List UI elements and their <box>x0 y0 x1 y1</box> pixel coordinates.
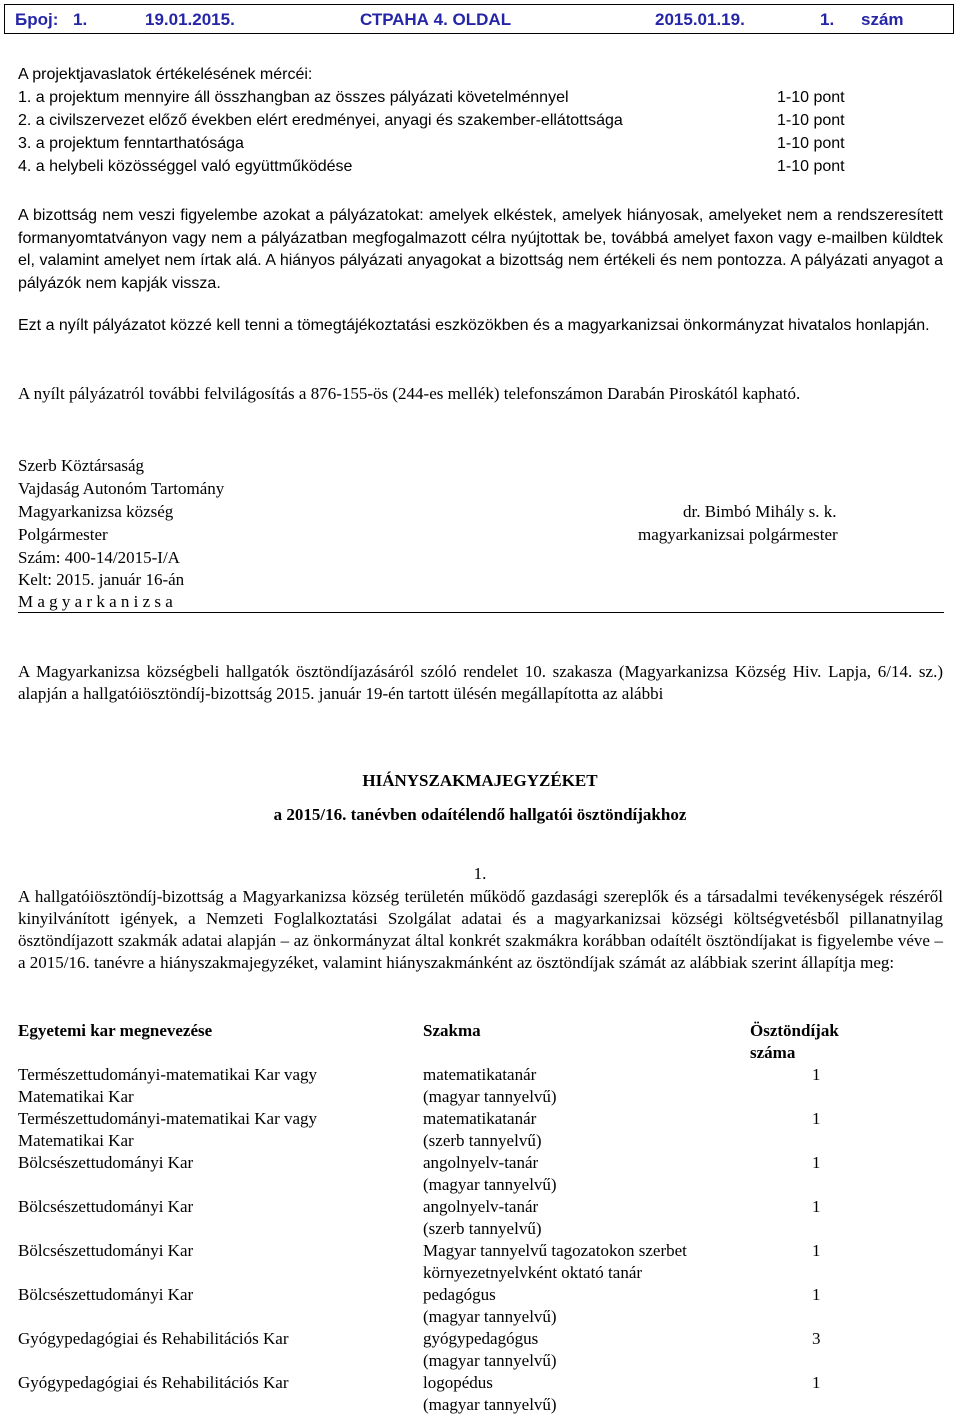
faculty-cell: Matematikai Kar <box>18 1131 134 1150</box>
contact-paragraph: A nyílt pályázatról további felvilágosítás a 876-155-ös (244-es mellék) telefonszámon Darabán Piroskától kapható. <box>18 384 801 403</box>
criteria-points: 1-10 pont <box>777 89 845 106</box>
issue-word: szám <box>861 10 904 29</box>
separator-line <box>18 612 944 613</box>
faculty-cell: Bölcsészettudományi Kar <box>18 1197 194 1216</box>
criteria-title: A projektjavaslatok értékelésének mércéi: <box>18 66 313 83</box>
profession-cell: (magyar tannyelvű) <box>423 1175 557 1194</box>
count-cell: 1 <box>812 1065 821 1084</box>
intro-paragraph: A Magyarkanizsa községbeli hallgatók ösztöndíjazásáról szóló rendelet 10. szakasza (Magyarkanizsa Község Hiv. Lapja, 6/14. sz.) alapján a hallgatóiösztöndíj-bizottság 2015. január 19-én tartott ülésén megállapította az alábbi <box>18 662 943 703</box>
criteria-item: 1. a projektum mennyire áll összhangban az összes pályázati követelménnyel <box>18 89 569 106</box>
profession-cell: matematikatanár <box>423 1065 537 1084</box>
criteria-points: 1-10 pont <box>777 112 845 129</box>
count-cell: 1 <box>812 1197 821 1216</box>
authority-line: Magyarkanizsa község <box>18 502 174 521</box>
profession-cell: (szerb tannyelvű) <box>423 1219 542 1238</box>
profession-cell: pedagógus <box>423 1285 496 1304</box>
issue-number: 1. <box>73 10 88 29</box>
date-right: 2015.01.19. <box>655 10 745 29</box>
document-subtitle: a 2015/16. tanévben odaítélendő hallgatói ösztöndíjakhoz <box>273 805 687 824</box>
profession-cell: (szerb tannyelvű) <box>423 1131 542 1150</box>
publication-paragraph: Ezt a nyílt pályázatot közzé kell tenni a tömegtájékoztatási eszközökben és a magyarkanizsai önkormányzat hivatalos honlapján. <box>18 317 930 334</box>
authority-line: Polgármester <box>18 525 108 544</box>
profession-cell: (magyar tannyelvű) <box>423 1307 557 1326</box>
count-cell: 3 <box>812 1329 821 1348</box>
date-left: 19.01.2015. <box>145 10 235 29</box>
column-header-count: Ösztöndíjak <box>750 1021 839 1040</box>
issue-date: Kelt: 2015. január 16-án <box>18 570 185 589</box>
count-cell: 1 <box>812 1285 821 1304</box>
faculty-cell: Matematikai Kar <box>18 1087 134 1106</box>
criteria-points: 1-10 pont <box>777 135 845 152</box>
signer-name: dr. Bimbó Mihály s. k. <box>683 502 837 521</box>
faculty-cell: Bölcsészettudományi Kar <box>18 1241 194 1260</box>
profession-cell: logopédus <box>423 1373 493 1392</box>
authority-line: Szerb Köztársaság <box>18 456 145 475</box>
profession-cell: (magyar tannyelvű) <box>423 1395 557 1414</box>
section-paragraph: A hallgatóiösztöndíj-bizottság a Magyarkanizsa község területén működő gazdasági szereplők és a társadalmi tevékenységek részéről kinyilvánított igények, a Nemzeti Foglalkoztatási Szolgálat adatai és a magyarkanizsai községi költségvetésből pillanatnyilag ösztöndíjazott szakmák adatai alapján – az önkormányzat által konkrét szakmákra korábban odaítélt ösztöndíjakat is figyelembe véve – a 2015/16. tanévre a hiányszakmajegyzéket, valamint hiányszakmánként az ösztöndíjak számát az alábbiak szerint állapítja meg: <box>18 887 943 972</box>
profession-cell: angolnyelv-tanár <box>423 1197 539 1216</box>
section-number: 1. <box>473 864 487 883</box>
profession-cell: angolnyelv-tanár <box>423 1153 539 1172</box>
issue-number-right: 1. <box>820 10 835 29</box>
column-header-profession: Szakma <box>423 1021 481 1040</box>
authority-line: Vajdaság Autonóm Tartomány <box>18 479 225 498</box>
criteria-item: 3. a projektum fenntarthatósága <box>18 135 244 152</box>
column-header-count-2: száma <box>750 1043 796 1062</box>
criteria-points: 1-10 pont <box>777 158 845 175</box>
profession-cell: (magyar tannyelvű) <box>423 1087 557 1106</box>
case-number: Szám: 400-14/2015-I/A <box>18 548 180 567</box>
profession-cell: matematikatanár <box>423 1109 537 1128</box>
count-cell: 1 <box>812 1153 821 1172</box>
faculty-cell: Gyógypedagógiai és Rehabilitációs Kar <box>18 1373 289 1392</box>
faculty-cell: Bölcsészettudományi Kar <box>18 1285 194 1304</box>
count-cell: 1 <box>812 1373 821 1392</box>
page-header <box>4 4 954 34</box>
faculty-cell: Gyógypedagógiai és Rehabilitációs Kar <box>18 1329 289 1348</box>
profession-cell: (magyar tannyelvű) <box>423 1351 557 1370</box>
faculty-cell: Bölcsészettudományi Kar <box>18 1153 194 1172</box>
profession-cell: gyógypedagógus <box>423 1329 539 1348</box>
signer-title: magyarkanizsai polgármester <box>638 525 838 544</box>
document-title: HIÁNYSZAKMAJEGYZÉKET <box>362 771 598 790</box>
profession-cell: Magyar tannyelvű tagozatokon szerbet <box>423 1241 687 1260</box>
place-name: M a g y a r k a n i z s a <box>18 592 173 611</box>
profession-cell: környezetnyelvként oktató tanár <box>423 1263 643 1282</box>
criteria-item: 2. a civilszervezet előző években elért eredményei, anyagi és szakember-ellátottsága <box>18 112 623 129</box>
issue-label: Број: <box>15 10 59 29</box>
criteria-item: 4. a helybeli közösséggel való együttműködése <box>18 158 353 175</box>
count-cell: 1 <box>812 1109 821 1128</box>
exclusion-paragraph: A bizottság nem veszi figyelembe azokat a pályázatokat: amelyek elkéstek, amelyek hiányosak, amelyeket nem a rendszeresített formanyomtatványon vagy nem a pályázatban megfogalmazott célra nyújtottak be, továbbá amelyet faxon vagy e-mailben küldtek el, valamint amelyet nem írtak alá. A hiányos pályázati anyagokat a bizottság nem értékeli és nem pontozza. A pályázati anyagot a pályázók nem kapják vissza. <box>18 207 943 292</box>
count-cell: 1 <box>812 1241 821 1260</box>
faculty-cell: Természettudományi-matematikai Kar vagy <box>18 1109 318 1128</box>
faculty-cell: Természettudományi-matematikai Kar vagy <box>18 1065 318 1084</box>
page-label: СТРАНА 4. OLDAL <box>360 10 512 29</box>
column-header-faculty: Egyetemi kar megnevezése <box>18 1021 213 1040</box>
